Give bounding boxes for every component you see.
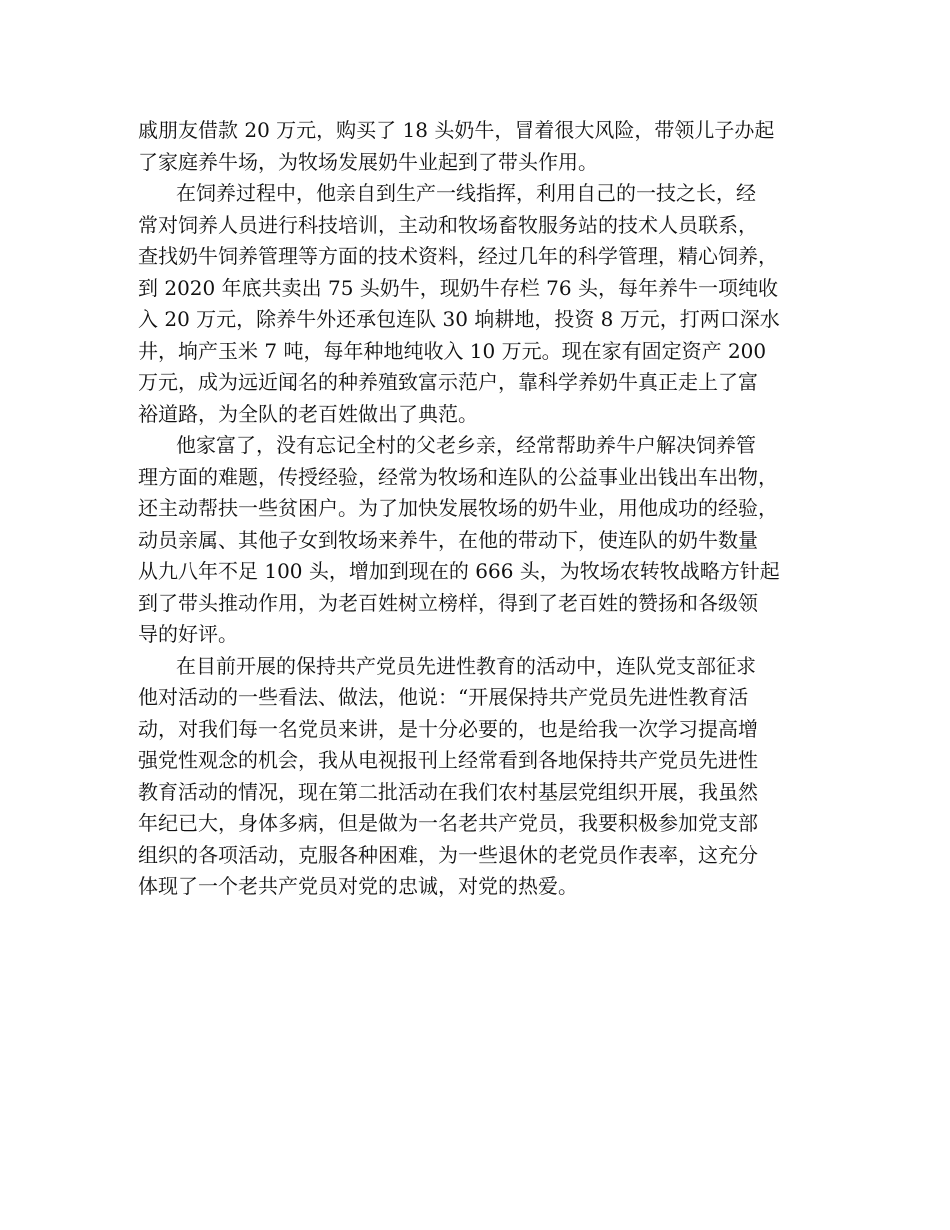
text-line: 体现了一个老共产党员对党的忠诚，对党的热爱。	[138, 874, 578, 898]
text-line: 组织的各项活动，克服各种困难，为一些退休的老党员作表率，这充分	[138, 842, 758, 867]
text-line: 年纪已大，身体多病，但是做为一名老共产党员，我要积极参加党支部	[138, 811, 758, 835]
text-line: 动员亲属、其他子女到牧场来养牛，在他的带动下，使连队的奶牛数量	[138, 527, 758, 552]
text-line: 裕道路，为全队的老百姓做出了典范。	[138, 401, 478, 426]
text-line: 还主动帮扶一些贫困户。为了加快发展牧场的奶牛业，用他成功的经验，	[138, 496, 778, 520]
paragraph-4	[138, 651, 828, 903]
text-line: 在目前开展的保持共产党员先进性教育的活动中，连队党支部征求	[176, 653, 756, 678]
text-line: 在饲养过程中，他亲自到生产一线指挥，利用自己的一技之长，经	[176, 181, 756, 205]
text-line: 井，垧产玉米 7 吨，每年种地纯收入 10 万元。现在家有固定资产 200	[138, 338, 767, 363]
text-line: 查找奶牛饲养管理等方面的技术资料，经过几年的科学管理，精心饲养，	[138, 244, 778, 268]
text-line: 强党性观念的机会，我从电视报刊上经常看到各地保持共产党员先进性	[138, 748, 758, 772]
text-line: 戚朋友借款 20 万元，购买了 18 头奶牛，冒着很大风险，带领儿子办起	[138, 118, 775, 142]
text-line: 常对饲养人员进行科技培训，主动和牧场畜牧服务站的技术人员联系，	[138, 212, 758, 237]
text-line: 入 20 万元，除养牛外还承包连队 30 垧耕地，投资 8 万元，打两口深水	[138, 307, 780, 331]
text-line: 他家富了，没有忘记全村的父老乡亲，经常帮助养牛户解决饲养管	[176, 433, 756, 457]
text-line: 动，对我们每一名党员来讲，是十分必要的，也是给我一次学习提高增	[138, 716, 758, 741]
text-line: 到 2020 年底共卖出 75 头奶牛，现奶牛存栏 76 头，每年养牛一项纯收	[138, 275, 778, 300]
text-line: 教育活动的情况，现在第二批活动在我们农村基层党组织开展，我虽然	[138, 779, 758, 804]
paragraph-3	[138, 430, 828, 651]
text-line: 理方面的难题，传授经验，经常为牧场和连队的公益事业出钱出车出物，	[138, 464, 778, 489]
text-line: 了家庭养牛场，为牧场发展奶牛业起到了带头作用。	[138, 149, 598, 174]
paragraph-2	[138, 178, 828, 430]
paragraph-1	[138, 115, 828, 178]
text-line: 到了带头推动作用，为老百姓树立榜样，得到了老百姓的赞扬和各级领	[138, 590, 758, 615]
text-line: 从九八年不足 100 头，增加到现在的 666 头，为牧场农转牧战略方针起	[138, 559, 780, 583]
text-line: 万元，成为远近闻名的种养殖致富示范户，靠科学养奶牛真正走上了富	[138, 370, 758, 394]
document-page	[138, 115, 828, 903]
text-line: 他对活动的一些看法、做法，他说：“开展保持共产党员先进性教育活	[138, 685, 749, 709]
text-line: 导的好评。	[138, 622, 238, 646]
